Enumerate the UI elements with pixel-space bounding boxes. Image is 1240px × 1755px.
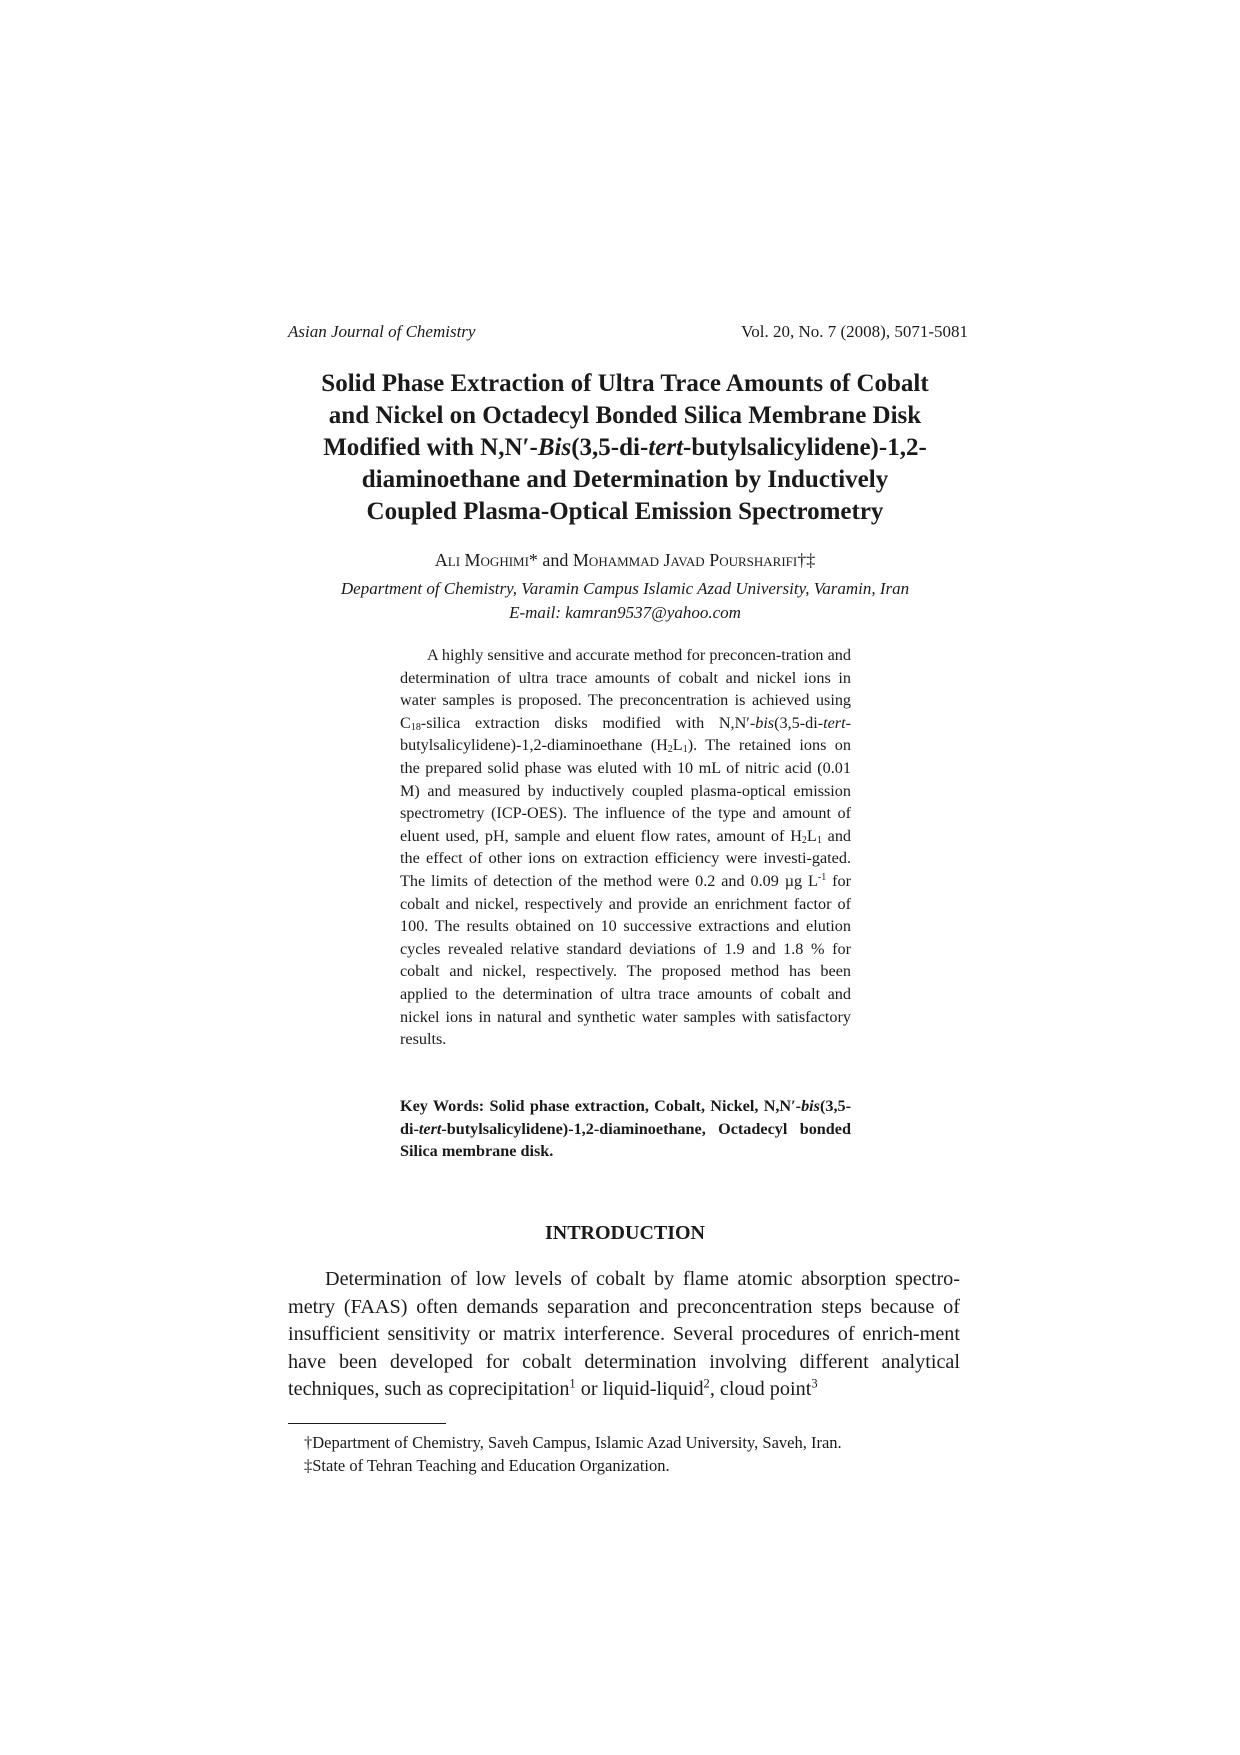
citation-ref: 2 bbox=[703, 1376, 710, 1391]
title-line-1: Solid Phase Extraction of Ultra Trace Amounts of Cobalt bbox=[321, 370, 929, 397]
abstract-italic: bis bbox=[755, 713, 775, 732]
author-conjunction: and bbox=[537, 550, 573, 570]
abstract-text: (3,5-di- bbox=[774, 713, 824, 732]
running-head-journal: Asian Journal of Chemistry bbox=[288, 322, 476, 341]
title-italic: tert bbox=[648, 434, 684, 461]
abstract-italic: tert bbox=[823, 713, 846, 732]
title-text: Modified with N,N′- bbox=[323, 434, 538, 461]
footnote-1: †Department of Chemistry, Saveh Campus, Islamic Azad University, Saveh, Iran. bbox=[304, 1433, 842, 1452]
keywords-italic: bis bbox=[801, 1097, 820, 1115]
title-italic: Bis bbox=[537, 434, 572, 461]
citation-ref: 1 bbox=[569, 1376, 576, 1391]
intro-text: or liquid-liquid bbox=[575, 1378, 704, 1401]
footnote-2: ‡State of Tehran Teaching and Education Organization. bbox=[304, 1455, 670, 1475]
intro-text: , cloud point bbox=[709, 1378, 812, 1401]
keywords-text: Key Words: Solid phase extraction, Cobalt, Nickel, N,N′- bbox=[400, 1097, 802, 1115]
abstract-text: A highly sensitive and accurate method for preconcen-tration and determination of ultra trace amounts of cobalt and nickel ions in water samples is proposed. The preconcentration is achieved using C bbox=[400, 646, 851, 732]
running-head-volume: Vol. 20, No. 7 (2008), 5071-5081 bbox=[741, 322, 968, 341]
section-heading: INTRODUCTION bbox=[544, 1222, 706, 1244]
keywords-italic: tert bbox=[418, 1119, 442, 1138]
abstract-text: ). The retained ions on the prepared solid phase was eluted with 10 mL of nitric acid (0.01 M) and measured by inductively coupled plasma-optical emission spectrometry (ICP-OES). The influence of the type and amount of eluent used, pH, sample and eluent flow rates, amount of H bbox=[400, 736, 851, 845]
affiliation-department: Department of Chemistry, Varamin Campus Islamic Azad University, Varamin, Iran bbox=[340, 579, 910, 598]
affiliation-email: E-mail: kamran9537@yahoo.com bbox=[509, 603, 741, 622]
author-name: Mohammad Javad Poursharifi†‡ bbox=[572, 550, 816, 570]
abstract-text: L bbox=[672, 736, 683, 755]
subscript: 2 bbox=[801, 834, 807, 846]
title-text: -butylsalicylidene)-1,2- bbox=[683, 434, 927, 461]
abstract-paragraph bbox=[400, 644, 851, 1051]
superscript: -1 bbox=[817, 871, 827, 883]
affiliation bbox=[290, 577, 960, 625]
footnote-rule bbox=[288, 1423, 446, 1424]
title-line-4: diaminoethane and Determination by Inductively bbox=[361, 466, 889, 493]
subscript: 18 bbox=[410, 721, 421, 733]
introduction-paragraph bbox=[288, 1266, 960, 1404]
intro-text: Determination of low levels of cobalt by flame atomic absorption spectro-metry (FAAS) often demands separation and preconcentration steps because of insufficient sensitivity or matrix interference. Several procedures of enrich-ment have been developed for cobalt determination involving different analytical techniques, such as coprecipitation bbox=[288, 1268, 960, 1401]
author-list bbox=[290, 550, 960, 571]
title-line-2: and Nickel on Octadecyl Bonded Silica Membrane Disk bbox=[328, 402, 922, 429]
paper-title bbox=[290, 368, 960, 528]
abstract-text: -butylsalicylidene)-1,2-diaminoethane (H bbox=[400, 713, 851, 755]
title-line-3 bbox=[290, 432, 960, 464]
keywords-text: (3,5-di- bbox=[400, 1097, 851, 1138]
abstract-text: -silica extraction disks modified with N,N′- bbox=[420, 713, 756, 732]
author-name: Ali Moghimi* bbox=[434, 550, 538, 570]
keywords-text: -butylsalicylidene)-1,2-diaminoethane, Octadecyl bonded Silica membrane disk. bbox=[400, 1119, 851, 1161]
abstract-text: for cobalt and nickel, respectively and provide an enrichment factor of 100. The results obtained on 10 successive extractions and elution cycles revealed relative standard deviations of 1.9 and 1.8 % for cobalt and nickel, respectively. The proposed method has been applied to the determination of ultra trace amounts of cobalt and nickel ions in natural and synthetic water samples with satisfactory results. bbox=[400, 871, 852, 1049]
subscript: 1 bbox=[682, 744, 688, 756]
abstract-text: L bbox=[806, 826, 817, 845]
keywords bbox=[400, 1095, 851, 1163]
footnotes bbox=[304, 1432, 964, 1477]
title-line-5: Coupled Plasma-Optical Emission Spectrometry bbox=[366, 498, 884, 525]
abstract bbox=[400, 644, 851, 1051]
subscript: 1 bbox=[816, 834, 822, 846]
abstract-text: and the effect of other ions on extraction efficiency were investi-gated. The limits of detection of the method were 0.2 and 0.09 µg L bbox=[400, 826, 852, 890]
subscript: 2 bbox=[667, 744, 673, 756]
citation-ref: 3 bbox=[811, 1376, 818, 1391]
introduction-body bbox=[288, 1266, 960, 1404]
title-text: (3,5-di- bbox=[571, 434, 649, 461]
